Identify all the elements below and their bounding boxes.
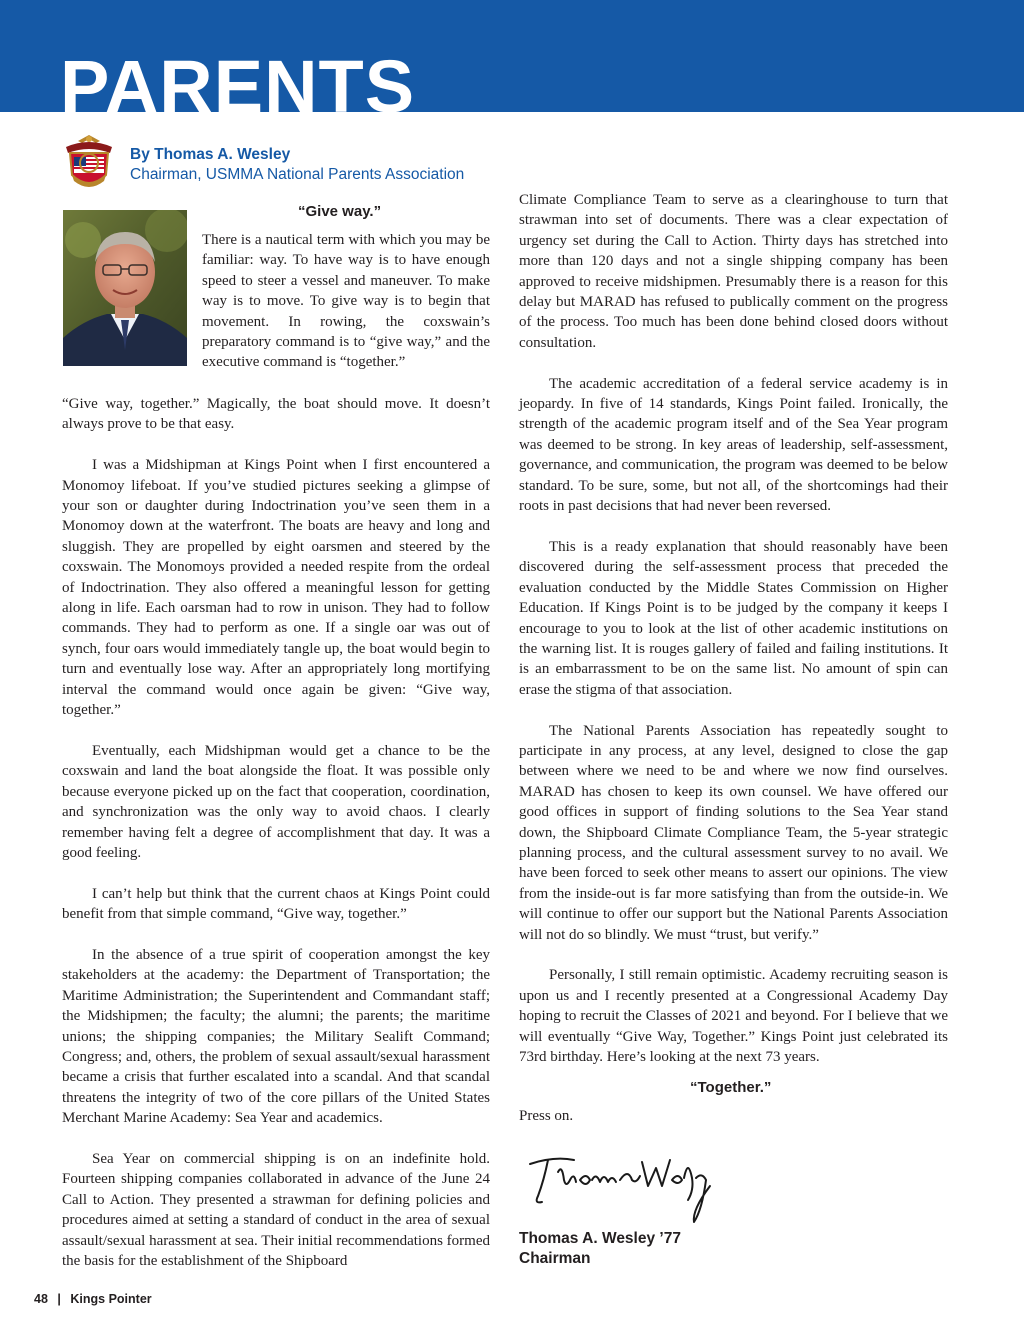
signer-title: Chairman <box>519 1250 591 1267</box>
header-banner <box>0 0 1024 112</box>
paragraph: Personally, I still remain optimistic. Academy recruiting season is upon us and I recently presented at a Congressional Academy Day hoping to recruit the Classes of 2021 and beyond. For I believe that we will eventually “Give Way, Together.” Kings Point just celebrated its 73rd birthday. Here’s looking at the next 73 years. <box>519 967 948 1065</box>
paragraph: I can’t help but think that the current chaos at Kings Point could benefit from that simple command, “Give way, together.” <box>62 885 490 923</box>
page-footer <box>34 1292 158 1306</box>
author-portrait-photo <box>63 210 187 366</box>
left-column <box>62 394 490 1271</box>
intro-paragraph: There is a nautical term with which you may be familiar: way. To have way is to have enough speed to steer a vessel and maneuver. To make way is to move. To give way is to begin that movement. In rowing, the coxswain’s preparatory command is to “give way,” and the executive command is “together.” <box>202 232 490 371</box>
byline <box>130 145 464 185</box>
paragraph: Climate Compliance Team to serve as a clearinghouse to turn that strawman into set of documents. There was a clear expectation of urgency set during the Call to Action. Thirty days has stretched into more than 120 days and not a single shipping company has been approved to receive midshipmen. Presumably there is a reason for this delay but MARAD has refused to publically comment on the progress of the process. Too much has been done behind closed doors without consultation. <box>519 192 948 351</box>
press-on-text: Press on. <box>519 1108 574 1124</box>
paragraph: This is a ready explanation that should reasonably have been discovered during the self-assessment process that preceded the evaluation conducted by the Middle States Commission on Higher Education. If Kings Point is to be judged by the company it keeps I encourage to you to look at the list of other academic institutions on the warning list. It is rouges gallery of failed and failing institutions. It is an embarrassment to be on the same list. No amount of spin can erase the stigma of that association. <box>519 538 948 698</box>
right-column <box>519 190 948 1067</box>
paragraph: The academic accreditation of a federal service academy is in jeopardy. In five of 14 standards, Kings Point failed. Ironically, the strength of the academic program itself and of the Sea Year program was deemed to be strong. In key areas of leadership, self-assessment, governance, and communication, the program was deemed to be below standard. To be sure, some, but not all, of the shortcomings had their roots in past decisions that had never been reversed. <box>519 375 948 515</box>
paragraph: I was a Midshipman at Kings Point when I first encountered a Monomoy lifeboat. If you’ve studied pictures seeking a glimpse of your son or daughter during Indoctrination you’ve seen them in a Monomoy down at the waterfront. The boats are heavy and long and sluggish. They are propelled by eight oarsmen and steered by the coxswain. The Monomoys provided a needed respite from the ordeal of Indoctrination. They also offered a meaningful lesson for getting along in life. Each oarsman had to row in unison. They had to follow commands. They had to perform as one. If a single oar was out of synch, four oars would immediately tangle up, the boat would begin to turn and eventually lose way. After an appropriately long mortifying interval the command would once again be given: “Give way, together.” <box>62 457 490 719</box>
signer-name: Thomas A. Wesley ’77 <box>519 1230 681 1247</box>
closing-heading: “Together.” <box>690 1079 772 1096</box>
paragraph: Sea Year on commercial shipping is on an indefinite hold. Fourteen shipping companies collaborated in advance of the June 24 Call to Action. They presented a strawman for defining policies and procedures aimed at setting a standard of conduct in the area of sexual assault/sexual harassment at sea. Their initial recommendations formed the basis for the establishment of the Shipboard <box>62 1150 490 1269</box>
author-name: By Thomas A. Wesley <box>130 146 291 163</box>
intro-paragraph-column <box>202 230 490 373</box>
author-title: Chairman, USMMA National Parents Association <box>130 166 465 183</box>
publication-name: Kings Pointer <box>70 1292 152 1306</box>
article-heading: “Give way.” <box>298 203 382 220</box>
section-title: PARENTS <box>60 45 416 112</box>
press-on-block <box>519 1106 719 1126</box>
paragraph: Eventually, each Midshipman would get a chance to be the coxswain and land the boat alongside the float. It was possible only because everyone picked up on the fact that cooperation, coordination, and synchronization was the only way to avoid chaos. I clearly remember having felt a degree of accomplishment that day. It was a good feeling. <box>62 742 490 861</box>
usmma-parents-association-crest-icon <box>58 133 120 195</box>
paragraph: “Give way, together.” Magically, the boat should move. It doesn’t always prove to be that easy. <box>62 396 490 433</box>
signature-block <box>519 1229 681 1269</box>
footer-separator: | <box>57 1292 61 1306</box>
paragraph: The National Parents Association has repeatedly sought to participate in any process, at any level, designed to close the gap between where we need to be and where we now find ourselves. MARAD has chosen to keep its own counsel. We have offered our good offices in support of finding solutions to the Sea Year stand down, the Shipboard Climate Compliance Team, the 5-year strategic planning process, and the cultural assessment survey to no avail. We have been forced to seek other means to assert our opinions. The view from the inside-out is far more satisfying than from the outside-in. We will continue to offer our support but the National Parents Association will not do so blindly. We must “trust, but verify.” <box>519 722 948 943</box>
handwritten-signature <box>524 1150 724 1230</box>
paragraph: In the absence of a true spirit of cooperation amongst the key stakeholders at the academy: the Department of Transportation; the Maritime Administration; the Superintendent and Commandant staff; the Midshipmen; the faculty; the alumni; the parents; the maritime unions; the shipping companies; the Military Sealift Command; Congress; and, others, the problem of sexual assault/sexual harassment became a crisis that further escalated into a scandal. And that scandal threatens the integrity of two of the core pillars of the United States Merchant Marine Academy: Sea Year and academics. <box>62 946 490 1127</box>
page-number: 48 <box>34 1292 48 1306</box>
